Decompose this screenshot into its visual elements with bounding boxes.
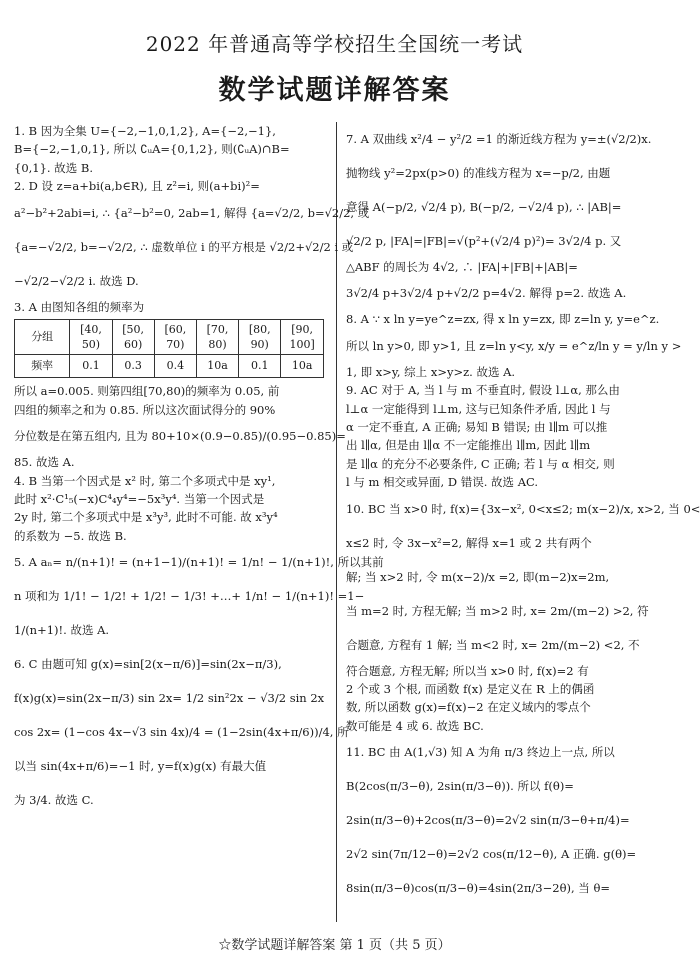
- exam-title: 2022 年普通高等学校招生全国统一考试: [145, 32, 524, 56]
- interval-cell: [40, 50): [70, 320, 112, 355]
- answer-line: 数, 所以函数 g(x)=f(x)−2 在定义域内的零点个: [346, 700, 591, 715]
- answer-line: 出 l∥α, 但是由 l∥α 不一定能推出 l∥m, 因此 l∥m: [346, 438, 591, 453]
- answer-line: 意得 A(−p/2, √2/4 p), B(−p/2, −√2/4 p), ∴ |AB|=: [346, 200, 622, 214]
- answer-line: 是 l∥α 的充分不必要条件, C 正确; 若 l 与 α 相交, 则: [346, 456, 615, 471]
- answer-line: l⊥α 一定能得到 l⊥m, 这与已知条件矛盾, 因此 l 与: [346, 401, 611, 416]
- answer-line: 2. D 设 z=a+bi(a,b∈R), 且 z²=i, 则(a+bi)²=: [14, 179, 260, 194]
- table-header-cell: 频率: [15, 355, 70, 378]
- frequency-cell: 0.4: [154, 355, 196, 378]
- answer-line: 5. A aₙ= n/(n+1)! = (n+1−1)/(n+1)! = 1/n! − 1/(n+1)!, 所以其前: [14, 555, 384, 570]
- answer-line: n 项和为 1/1! − 1/2! + 1/2! − 1/3! +…+ 1/n! − 1/(n+1)! =1−: [14, 589, 365, 604]
- frequency-table: [14, 319, 324, 378]
- answer-line: 以当 sin(4x+π/6)=−1 时, y=f(x)g(x) 有最大值: [14, 759, 267, 774]
- answer-line: 6. C 由题可知 g(x)=sin[2(x−π/6)]=sin(2x−π/3),: [14, 657, 282, 672]
- answer-line: 8. A ∵ x ln y=ye^z=zx, 得 x ln y=zx, 即 z=ln y, y=e^z.: [346, 312, 660, 327]
- answer-line: 分位数是在第五组内, 且为 80+10×(0.9−0.85)/(0.95−0.85)=: [14, 429, 346, 444]
- interval-cell: [90, 100]: [281, 320, 324, 355]
- answer-line: 合题意, 方程有 1 解; 当 m<2 时, x= 2m/(m−2) <2, 不: [346, 637, 640, 652]
- answer-line: 2√2 sin(7π/12−θ)=2√2 cos(π/12−θ), A 正确. g(θ)=: [346, 847, 637, 862]
- answer-line: 10. BC 当 x>0 时, f(x)={3x−x², 0<x≤2; m(x−2)/x, x>2, 当 0<: [346, 501, 700, 516]
- frequency-cell: 0.1: [239, 355, 281, 378]
- answer-line: B={−2,−1,0,1}, 所以 ∁ᵤA={0,1,2}, 则(∁ᵤA)∩B=: [14, 142, 290, 157]
- answer-line: 3√2/4 p+3√2/4 p+√2/2 p=4√2. 解得 p=2. 故选 A.: [346, 286, 627, 301]
- page-footer: ☆数学试题详解答案 第 1 页（共 5 页）: [218, 938, 451, 953]
- answer-line: △ABF 的周长为 4√2, ∴ |FA|+|FB|+|AB|=: [346, 260, 578, 274]
- frequency-cell: 10a: [281, 355, 324, 378]
- answer-line: cos 2x= (1−cos 4x−√3 sin 4x)/4 = (1−2sin(4x+π/6))/4, 所: [14, 725, 349, 740]
- answer-line: 数可能是 4 或 6. 故选 BC.: [346, 718, 484, 733]
- interval-cell: [50, 60): [112, 320, 154, 355]
- answer-line: l 与 m 相交或异面, D 错误. 故选 AC.: [346, 475, 539, 490]
- answer-line: a²−b²+2abi=i, ∴ {a²−b²=0, 2ab=1, 解得 {a=√2/2, b=√2/2, 或: [14, 205, 370, 220]
- answer-line: 8sin(π/3−θ)cos(π/3−θ)=4sin(2π/3−2θ), 当 θ=: [346, 881, 611, 896]
- answer-line: 3. A 由图知各组的频率为: [14, 299, 145, 314]
- answer-line: 4. B 当第一个因式是 x² 时, 第二个多项式中是 xy¹,: [14, 473, 276, 488]
- answer-line: 解; 当 x>2 时, 令 m(x−2)/x =2, 即(m−2)x=2m,: [346, 569, 610, 584]
- answer-line: 2y 时, 第二个多项式中是 x³y³, 此时不可能. 故 x³y⁴: [14, 510, 278, 525]
- table-row: [15, 320, 324, 355]
- answer-line: α 一定不垂直, A 正确; 易知 B 错误; 由 l∥m 可以推: [346, 420, 608, 435]
- answer-line: 9. AC 对于 A, 当 l 与 m 不垂直时, 假设 l⊥α, 那么由: [346, 383, 620, 398]
- frequency-cell: 0.1: [70, 355, 112, 378]
- answer-line: 所以 ln y>0, 即 y>1, 且 z=ln y<y, x/y = e^z/ln y = y/ln y >: [346, 338, 682, 353]
- interval-cell: [70, 80): [196, 320, 238, 355]
- answer-line: 四组的频率之和为 0.85. 所以这次面试得分的 90%: [14, 402, 276, 417]
- answer-line: 此时 x²·C¹₅(−x)C⁴₄y⁴=−5x³y⁴. 当第一个因式是: [14, 492, 265, 507]
- answer-line: x≤2 时, 令 3x−x²=2, 解得 x=1 或 2 共有两个: [346, 535, 592, 550]
- answer-line: 1/(n+1)!. 故选 A.: [14, 623, 110, 638]
- answer-line: 7. A 双曲线 x²/4 − y²/2 =1 的渐近线方程为 y=±(√2/2)x.: [346, 132, 652, 146]
- answer-line: {a=−√2/2, b=−√2/2, ∴ 虚数单位 i 的平方根是 √2/2+√2/2 i 或: [14, 239, 354, 254]
- answer-line: √2/2 p, |FA|=|FB|=√(p²+(√2/4 p)²)= 3√2/4 p. 又: [346, 234, 622, 248]
- interval-cell: [60, 70): [154, 320, 196, 355]
- document-title: 数学试题详解答案: [218, 75, 451, 106]
- answer-line: f(x)g(x)=sin(2x−π/3) sin 2x= 1/2 sin²2x − √3/2 sin 2x: [14, 691, 325, 706]
- answer-line: 所以 a=0.005. 则第四组[70,80)的频率为 0.05, 前: [14, 384, 280, 399]
- left-column: [14, 122, 384, 912]
- answer-line: 2sin(π/3−θ)+2cos(π/3−θ)=2√2 sin(π/3−θ+π/4)=: [346, 813, 630, 828]
- answer-line: −√2/2−√2/2 i. 故选 D.: [14, 273, 139, 288]
- answer-line: 符合题意, 方程无解; 所以当 x>0 时, f(x)=2 有: [346, 663, 589, 678]
- answer-line: 为 3/4. 故选 C.: [14, 793, 94, 808]
- answer-line: 当 m=2 时, 方程无解; 当 m>2 时, x= 2m/(m−2) >2, 符: [346, 603, 649, 618]
- answer-line: 的系数为 −5. 故选 B.: [14, 528, 127, 543]
- answer-line: 1, 即 x>y, 综上 x>y>z. 故选 A.: [346, 364, 516, 379]
- answer-line: 抛物线 y²=2px(p>0) 的准线方程为 x=−p/2, 由题: [346, 166, 611, 180]
- interval-cell: [80, 90): [239, 320, 281, 355]
- answer-line: 2 个或 3 个根, 而函数 f(x) 是定义在 R 上的偶函: [346, 682, 595, 697]
- frequency-cell: 10a: [196, 355, 238, 378]
- answer-line: 85. 故选 A.: [14, 455, 75, 470]
- answer-line: 11. BC 由 A(1,√3) 知 A 为角 π/3 终边上一点, 所以: [346, 745, 615, 760]
- answer-line: {0,1}. 故选 B.: [14, 160, 93, 175]
- answer-line: B(2cos(π/3−θ), 2sin(π/3−θ)). 所以 f(θ)=: [346, 779, 574, 794]
- table-header-cell: 分组: [15, 320, 70, 355]
- frequency-cell: 0.3: [112, 355, 154, 378]
- answer-line: 1. B 因为全集 U={−2,−1,0,1,2}, A={−2,−1},: [14, 124, 276, 138]
- table-row: [15, 355, 324, 378]
- right-column: [346, 122, 700, 912]
